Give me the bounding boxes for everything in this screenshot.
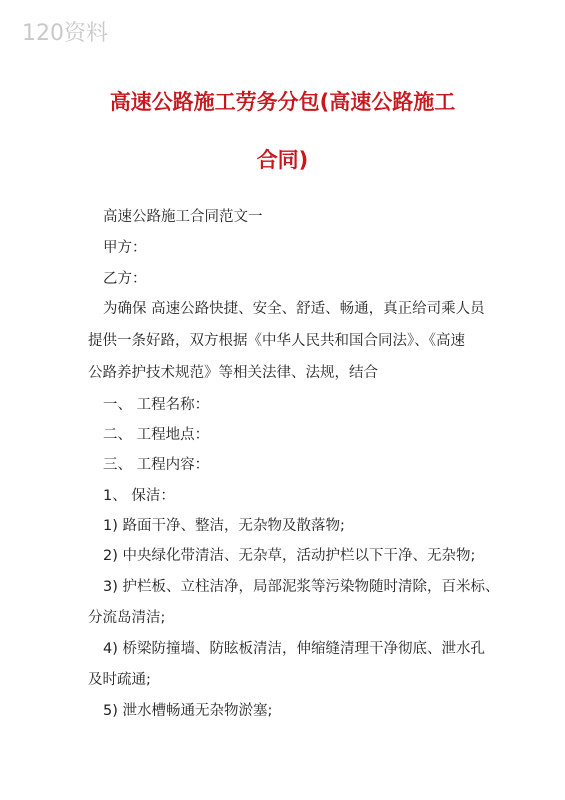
party-b-label: 乙方： [103,271,147,287]
document-title-line-1: 高速公路施工劳务分包(高速公路施工 [109,90,456,114]
list-item: 5) 泄水槽畅通无杂物淤塞; [103,703,273,719]
list-item: 4) 桥梁防撞墙、防眩板清洁，伸缩缝清理干净彻底、泄水孔 [103,641,485,657]
section-project-content: 三、 工程内容： [103,457,210,473]
section-project-name: 一、 工程名称： [103,397,210,413]
list-item: 3) 护栏板、立柱洁净，局部泥浆等污染物随时清除，百米标、 [103,579,500,595]
document-title-line-2: 合同) [256,148,309,172]
item-cleaning: 1、 保洁： [103,488,175,504]
list-item-continuation: 分流岛清洁; [88,610,166,626]
party-a-label: 甲方： [103,240,147,256]
paragraph-line: 公路养护技术规范》等相关法律、法规，结合 [88,365,378,381]
contract-heading: 高速公路施工合同范文一 [103,209,263,225]
paragraph-line: 提供一条好路，双方根据《中华人民共和国合同法》、《高速 [88,333,465,349]
list-item: 1) 路面干净、整洁，无杂物及散落物; [103,518,345,534]
watermark: 120资料 [22,21,108,46]
list-item: 2) 中央绿化带清洁、无杂草，活动护栏以下干净、无杂物; [103,548,476,564]
paragraph-line: 为确保 高速公路快捷、安全、舒适、畅通，真正给司乘人员 [103,301,485,317]
section-project-location: 二、 工程地点： [103,427,210,443]
list-item-continuation: 及时疏通; [88,672,151,688]
